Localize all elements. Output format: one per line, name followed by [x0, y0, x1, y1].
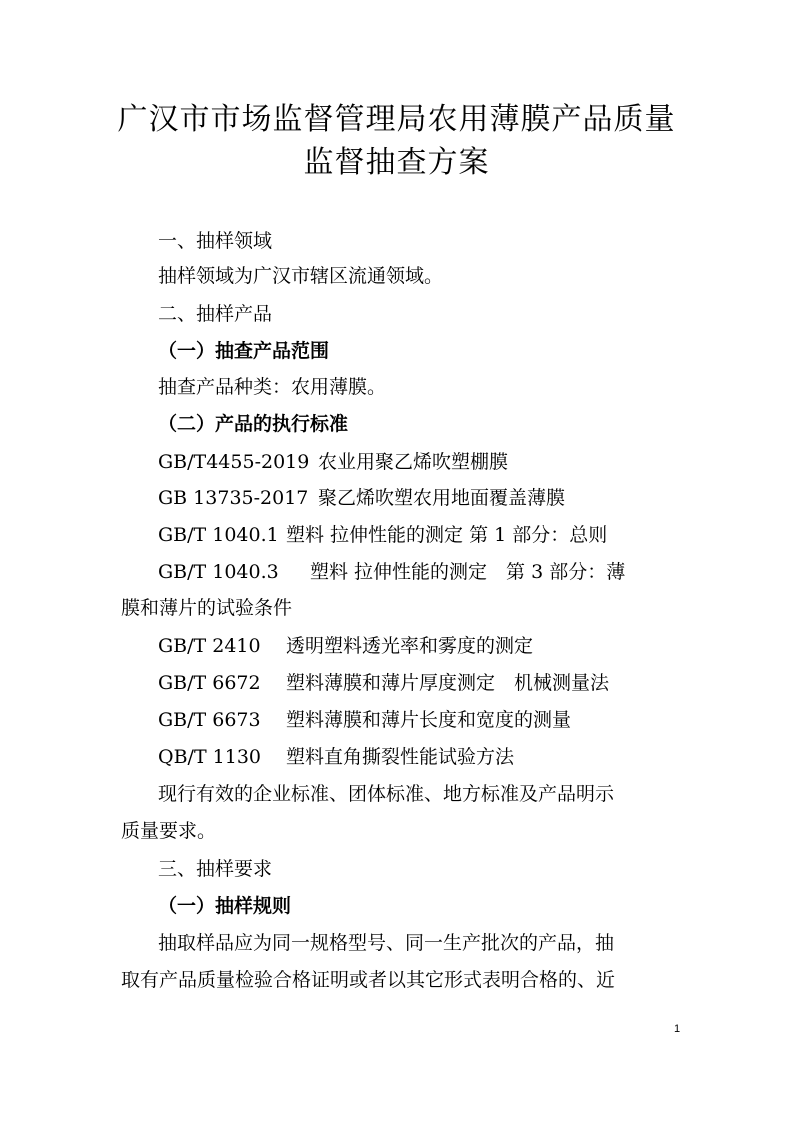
section-heading-sampling-products: 二、抽样产品 — [158, 303, 273, 325]
standard-item — [158, 632, 533, 660]
section-heading-sampling-requirements: 三、抽样要求 — [158, 858, 273, 880]
paragraph-product-type: 抽查产品种类：农用薄膜。 — [158, 376, 387, 398]
standard-code: GB/T 6673 — [158, 709, 261, 731]
standard-name: 透明塑料透光率和雾度的测定 — [286, 635, 534, 657]
standard-item — [158, 743, 514, 771]
paragraph-sampling-area: 抽样领域为广汉市辖区流通领域。 — [158, 265, 444, 287]
paragraph-other-standards-continuation: 质量要求。 — [121, 820, 217, 842]
subheading-product-scope: （一）抽查产品范围 — [158, 340, 330, 362]
subheading-sampling-rules: （一）抽样规则 — [158, 895, 292, 917]
paragraph-sampling-rules-continuation: 取有产品质量检验合格证明或者以其它形式表明合格的、近 — [121, 969, 616, 991]
standard-item — [158, 448, 508, 476]
standard-code: QB/T 1130 — [158, 746, 262, 768]
standard-item — [158, 558, 625, 586]
standard-code: GB/T 1040.3 — [158, 561, 279, 583]
standard-name: 塑料薄膜和薄片厚度测定 机械测量法 — [286, 672, 610, 694]
document-title-line-2: 监督抽查方案 — [303, 145, 490, 180]
standard-item — [158, 484, 565, 512]
standard-item — [158, 521, 607, 549]
standard-name: 塑料 拉伸性能的测定 第 1 部分：总则 — [286, 524, 608, 546]
standard-item — [158, 706, 571, 734]
paragraph-sampling-rules: 抽取样品应为同一规格型号、同一生产批次的产品，抽 — [158, 932, 615, 954]
standard-code: GB 13735-2017 — [158, 487, 309, 509]
subheading-standards: （二）产品的执行标准 — [158, 413, 349, 435]
standard-name: 塑料直角撕裂性能试验方法 — [286, 746, 515, 768]
standard-name: 农业用聚乙烯吹塑棚膜 — [318, 451, 509, 473]
standard-name: 膜和薄片的试验条件 — [121, 597, 293, 619]
page-number: 1 — [674, 1023, 681, 1035]
standard-name: 聚乙烯吹塑农用地面覆盖薄膜 — [318, 487, 566, 509]
section-heading-sampling-area: 一、抽样领域 — [158, 230, 273, 252]
standard-name: 塑料薄膜和薄片长度和宽度的测量 — [286, 709, 572, 731]
standard-code: GB/T4455-2019 — [158, 451, 310, 473]
paragraph-other-standards: 现行有效的企业标准、团体标准、地方标准及产品明示 — [158, 783, 615, 805]
document-title-line-1: 广汉市市场监督管理局农用薄膜产品质量 — [117, 102, 676, 137]
standard-item — [158, 669, 609, 697]
standard-item-continuation — [121, 594, 292, 622]
standard-code: GB/T 1040.1 — [158, 524, 279, 546]
standard-code: GB/T 6672 — [158, 672, 261, 694]
standard-code: GB/T 2410 — [158, 635, 261, 657]
standard-name: 塑料 拉伸性能的测定 第 3 部分：薄 — [310, 561, 626, 583]
